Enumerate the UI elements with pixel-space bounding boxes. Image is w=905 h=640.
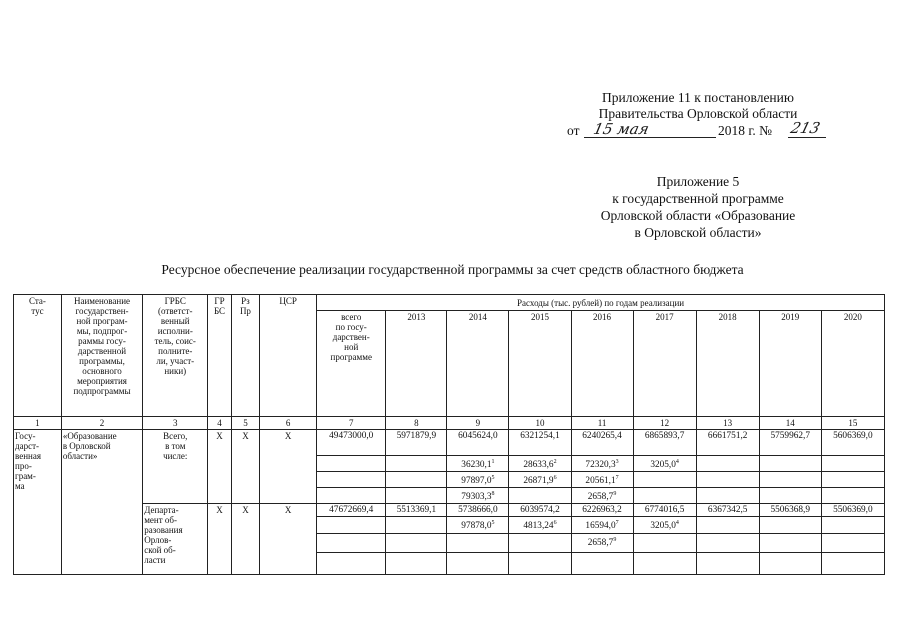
grbs-total: Всего, в том числе: <box>143 430 208 504</box>
header-year-2017: 2017 <box>633 311 696 417</box>
year-2016-cell: 72320,3$^3$ <box>571 456 633 472</box>
header-csr: ЦСР <box>260 295 317 417</box>
header-year-2014: 2014 <box>447 311 509 417</box>
gr-bs-cell: Х <box>208 430 231 456</box>
year-2018-cell: 6661751,2 <box>696 430 759 456</box>
header-year-2015: 2015 <box>509 311 571 417</box>
document-title: Ресурсное обеспечение реализации государственной программы за счет средств областного бюджета <box>161 262 744 277</box>
year-2017-cell: 3205,0$^4$ <box>633 456 696 472</box>
year-2017-cell: 6774016,5 <box>633 504 696 517</box>
year-2013-cell: 5971879,9 <box>386 430 447 456</box>
col-number: 8 <box>386 417 447 430</box>
resolution-appendix-line2: Правительства Орловской области <box>598 106 798 121</box>
resource-table <box>13 294 885 575</box>
col-number: 10 <box>509 417 571 430</box>
col-number: 15 <box>821 417 884 430</box>
year-2014-cell: 97878,0$^5$ <box>447 517 509 534</box>
header-rz-pr: Рз Пр <box>231 295 259 417</box>
resolution-year-label: 2018 г. № <box>718 123 773 138</box>
year-2017-cell: 3205,0$^4$ <box>633 517 696 534</box>
column-number-row <box>14 417 885 430</box>
resolution-from-label: от <box>567 123 580 138</box>
header-gr-bs: ГР БС <box>208 295 231 417</box>
header-total: всего по госу- дарствен- ной программе <box>317 311 386 417</box>
year-2015-cell: 26871,9$^6$ <box>509 472 571 488</box>
year-2016-cell: 20561,1$^7$ <box>571 472 633 488</box>
handwritten-number-text: 213 <box>788 119 822 137</box>
header-year-2019: 2019 <box>759 311 821 417</box>
year-2015-cell: 28633,6$^2$ <box>509 456 571 472</box>
handwritten-date-text: 15 мая <box>591 120 651 138</box>
year-2019-cell: 5506368,9 <box>759 504 821 517</box>
col-number: 2 <box>61 417 142 430</box>
program-appendix-line1: Приложение 5 <box>656 174 740 189</box>
year-2014-cell: 6045624,0 <box>447 430 509 456</box>
header-year-2016: 2016 <box>571 311 633 417</box>
col-number: 13 <box>696 417 759 430</box>
header-name: Наименование государствен- ной програм- мы, подпрог- раммы госу- дарственной программы, основного мероприятия подпрограммы <box>61 295 142 417</box>
year-2016-cell: 6240265,4 <box>571 430 633 456</box>
table-row <box>14 504 885 517</box>
year-2018-cell: 6367342,5 <box>696 504 759 517</box>
handwritten-number <box>788 117 838 139</box>
year-2016-cell: 16594,0$^7$ <box>571 517 633 534</box>
col-number: 9 <box>447 417 509 430</box>
header-year-2018: 2018 <box>696 311 759 417</box>
year-2020-cell: 5506369,0 <box>821 504 884 517</box>
program-appendix-line3: Орловской области «Образование <box>600 208 796 223</box>
header-grbs: ГРБС (ответст- венный исполни- тель, соис- полните- ли, участ- ники) <box>143 295 208 417</box>
year-2020-cell: 5606369,0 <box>821 430 884 456</box>
year-2015-cell: 4813,24$^6$ <box>509 517 571 534</box>
year-2015-cell: 6039574,2 <box>509 504 571 517</box>
csr-cell: Х <box>260 430 317 456</box>
resolution-appendix-line1: Приложение 11 к постановлению <box>602 90 794 105</box>
year-2014-cell: 79303,3$^8$ <box>447 488 509 504</box>
table-header-row <box>14 295 885 311</box>
year-2016-cell: 2658,7$^9$ <box>571 488 633 504</box>
year-2016-cell: 6226963,2 <box>571 504 633 517</box>
total-cell: 49473000,0 <box>317 430 386 456</box>
handwritten-date <box>590 118 710 140</box>
table-row <box>14 430 885 456</box>
year-2013-cell: 5513369,1 <box>386 504 447 517</box>
col-number: 6 <box>260 417 317 430</box>
col-number: 5 <box>231 417 259 430</box>
year-2019-cell: 5759962,7 <box>759 430 821 456</box>
year-2017-cell: 6865893,7 <box>633 430 696 456</box>
rz-pr-cell: Х <box>231 430 259 456</box>
col-number: 4 <box>208 417 231 430</box>
col-number: 7 <box>317 417 386 430</box>
year-2014-cell: 97897,0$^5$ <box>447 472 509 488</box>
year-2014-cell: 5738666,0 <box>447 504 509 517</box>
grbs-department: Департа- мент об- разования Орлов- ской об- ласти <box>143 504 208 575</box>
col-number: 3 <box>143 417 208 430</box>
program-name: «Образование в Орловской области» <box>61 430 142 575</box>
rz-pr-cell: Х <box>231 504 259 517</box>
col-number: 12 <box>633 417 696 430</box>
year-2016-cell: 2658,7$^9$ <box>571 534 633 553</box>
csr-cell: Х <box>260 504 317 517</box>
col-number: 1 <box>14 417 62 430</box>
program-appendix-line4: в Орловской области» <box>634 225 762 240</box>
program-status: Госу- дарст- венная про- грам- ма <box>14 430 62 575</box>
header-year-2020: 2020 <box>821 311 884 417</box>
header-status: Ста- тус <box>14 295 62 417</box>
total-cell: 47672669,4 <box>317 504 386 517</box>
year-2015-cell: 6321254,1 <box>509 430 571 456</box>
year-2014-cell: 36230,1$^1$ <box>447 456 509 472</box>
col-number: 11 <box>571 417 633 430</box>
program-appendix-line2: к государственной программе <box>612 191 784 206</box>
col-number: 14 <box>759 417 821 430</box>
header-year-2013: 2013 <box>386 311 447 417</box>
gr-bs-cell: Х <box>208 504 231 517</box>
header-expenses: Расходы (тыс. рублей) по годам реализации <box>317 295 885 311</box>
